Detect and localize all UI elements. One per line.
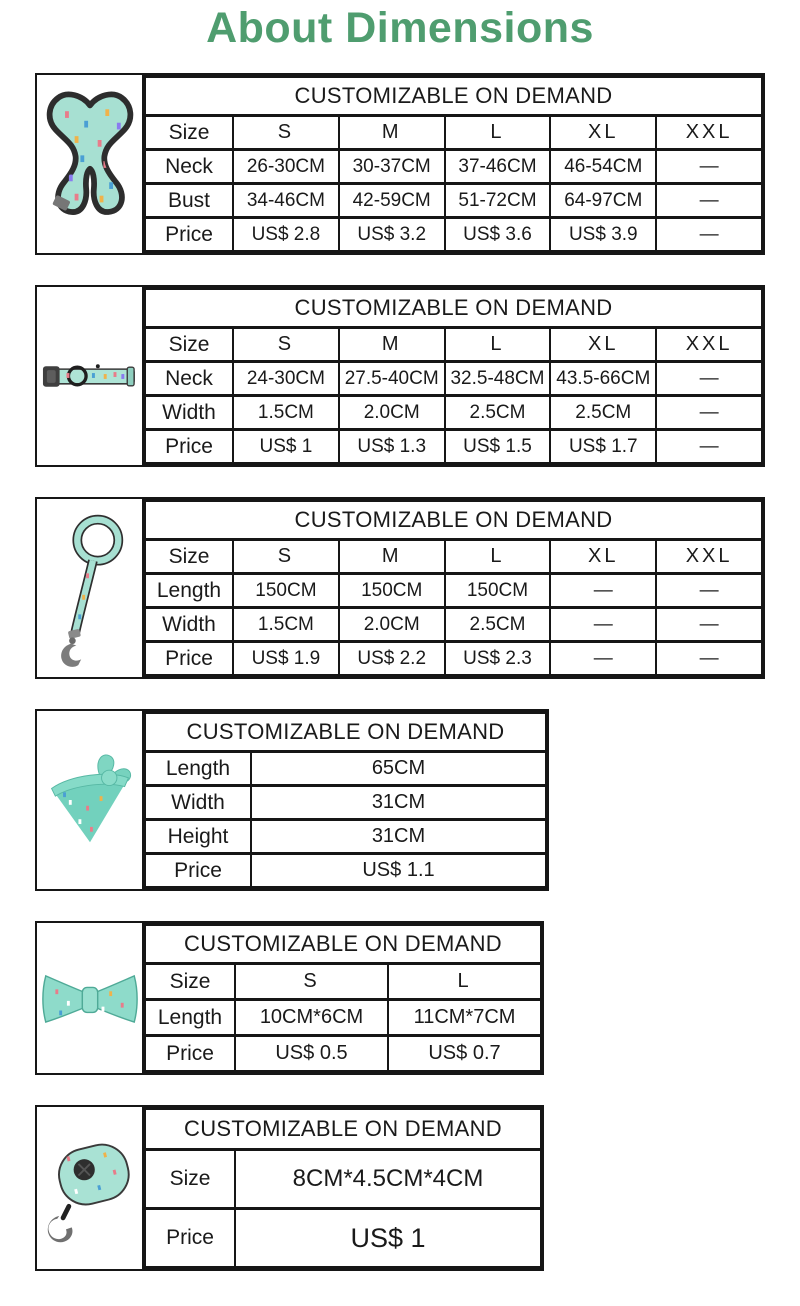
table-header: CUSTOMIZABLE ON DEMAND: [145, 77, 762, 116]
table-row: [145, 396, 762, 430]
collar-image: [41, 353, 139, 399]
cell-value: US$ 1.7: [550, 430, 656, 464]
harness-image: [42, 81, 138, 247]
cell-value: —: [550, 642, 656, 676]
table-row: [145, 1150, 541, 1209]
poop-bag-image-cell: [37, 1107, 144, 1269]
table-row: [145, 218, 762, 252]
poop-bag-table: [144, 1107, 542, 1269]
cell-value: —: [656, 184, 762, 218]
table-row: [145, 184, 762, 218]
row-label: Length: [145, 1000, 235, 1036]
row-label: Size: [145, 540, 233, 574]
table-header-row: [145, 501, 762, 540]
bow-tie-image-cell: [37, 923, 144, 1073]
table-row: [145, 116, 762, 150]
leash-hook: [61, 644, 81, 667]
cell-value: US$ 1.1: [251, 854, 546, 888]
bow-tie-table: [144, 923, 542, 1073]
cell-value: 27.5-40CM: [339, 362, 445, 396]
table-row: [145, 1036, 541, 1072]
cell-value: 1.5CM: [233, 396, 339, 430]
cell-value: 65CM: [251, 752, 546, 786]
harness-table: [144, 75, 763, 253]
row-label: Bust: [145, 184, 233, 218]
cell-value: 11CM*7CM: [388, 1000, 541, 1036]
collar-table: [144, 287, 763, 465]
row-label: Size: [145, 328, 233, 362]
row-label: Height: [145, 820, 251, 854]
table-header: CUSTOMIZABLE ON DEMAND: [145, 713, 546, 752]
cell-value: L: [445, 116, 551, 150]
row-label: Size: [145, 116, 233, 150]
table-row: [145, 574, 762, 608]
cell-value: 150CM: [339, 574, 445, 608]
cell-value: US$ 1: [235, 1209, 541, 1268]
cell-value: US$ 1.9: [233, 642, 339, 676]
table-row: [145, 430, 762, 464]
table-row: [145, 1209, 541, 1268]
bandana-size-table: [35, 709, 549, 891]
table-header-row: [145, 77, 762, 116]
cell-value: US$ 0.5: [235, 1036, 388, 1072]
table-row: [145, 1000, 541, 1036]
cell-value: 51-72CM: [445, 184, 551, 218]
cell-value: US$ 1: [233, 430, 339, 464]
page: [0, 4, 800, 1271]
cell-value: XL: [550, 540, 656, 574]
cell-value: —: [656, 642, 762, 676]
row-label: Width: [145, 608, 233, 642]
table-header-row: [145, 925, 541, 964]
cell-value: 24-30CM: [233, 362, 339, 396]
cell-value: —: [656, 396, 762, 430]
cell-value: S: [233, 116, 339, 150]
cell-value: 10CM*6CM: [235, 1000, 388, 1036]
cell-value: 150CM: [233, 574, 339, 608]
row-label: Price: [145, 218, 233, 252]
cell-value: L: [445, 540, 551, 574]
cell-value: 2.0CM: [339, 396, 445, 430]
cell-value: US$ 2.3: [445, 642, 551, 676]
table-row: [145, 150, 762, 184]
table-row: [145, 854, 546, 888]
table-header-row: [145, 289, 762, 328]
cell-value: 2.5CM: [445, 608, 551, 642]
cell-value: 31CM: [251, 820, 546, 854]
poop-bag-holder-image: [40, 1131, 140, 1245]
cell-value: US$ 3.2: [339, 218, 445, 252]
cell-value: 2.5CM: [445, 396, 551, 430]
cell-value: —: [656, 608, 762, 642]
cell-value: 43.5-66CM: [550, 362, 656, 396]
leash-image-cell: [37, 499, 144, 677]
cell-value: 26-30CM: [233, 150, 339, 184]
cell-value: 32.5-48CM: [445, 362, 551, 396]
cell-value: —: [656, 430, 762, 464]
table-row: [145, 642, 762, 676]
leash-table: [144, 499, 763, 677]
row-label: Size: [145, 964, 235, 1000]
table-row: [145, 328, 762, 362]
leash-size-table: [35, 497, 765, 679]
bandana-table: [144, 711, 547, 889]
table-header: CUSTOMIZABLE ON DEMAND: [145, 1109, 541, 1150]
cell-value: —: [656, 150, 762, 184]
row-label: Length: [145, 574, 233, 608]
cell-value: 34-46CM: [233, 184, 339, 218]
cell-value: 31CM: [251, 786, 546, 820]
cell-value: M: [339, 116, 445, 150]
bandana-image: [40, 744, 140, 856]
cell-value: XL: [550, 328, 656, 362]
collar-size-table: [35, 285, 765, 467]
cell-value: US$ 2.2: [339, 642, 445, 676]
table-row: [145, 540, 762, 574]
row-label: Neck: [145, 150, 233, 184]
cell-value: 1.5CM: [233, 608, 339, 642]
cell-value: 2.0CM: [339, 608, 445, 642]
cell-value: US$ 3.6: [445, 218, 551, 252]
table-header-row: [145, 1109, 541, 1150]
cell-value: 30-37CM: [339, 150, 445, 184]
leash-swivel: [69, 637, 76, 644]
cell-value: M: [339, 328, 445, 362]
cell-value: XL: [550, 116, 656, 150]
cell-value: —: [656, 362, 762, 396]
cell-value: XXL: [656, 540, 762, 574]
table-header: CUSTOMIZABLE ON DEMAND: [145, 289, 762, 328]
cell-value: 37-46CM: [445, 150, 551, 184]
table-row: [145, 362, 762, 396]
bandana-image-cell: [37, 711, 144, 889]
cell-value: L: [445, 328, 551, 362]
bow-tie-size-table: [35, 921, 544, 1075]
table-row: [145, 820, 546, 854]
collar-image-cell: [37, 287, 144, 465]
row-label: Neck: [145, 362, 233, 396]
table-header: CUSTOMIZABLE ON DEMAND: [145, 501, 762, 540]
row-label: Length: [145, 752, 251, 786]
cell-value: 150CM: [445, 574, 551, 608]
harness-size-table: [35, 73, 765, 255]
cell-value: —: [656, 218, 762, 252]
row-label: Price: [145, 642, 233, 676]
table-header: CUSTOMIZABLE ON DEMAND: [145, 925, 541, 964]
poop-bag-size-table: [35, 1105, 544, 1271]
table-row: [145, 786, 546, 820]
page-title: About Dimensions: [206, 4, 594, 52]
bow-tie-image: [40, 964, 140, 1032]
row-label: Price: [145, 854, 251, 888]
cell-value: US$ 2.8: [233, 218, 339, 252]
cell-value: 8CM*4.5CM*4CM: [235, 1150, 541, 1209]
cell-value: XXL: [656, 328, 762, 362]
table-row: [145, 608, 762, 642]
table-row: [145, 964, 541, 1000]
cell-value: S: [235, 964, 388, 1000]
cell-value: 46-54CM: [550, 150, 656, 184]
cell-value: 42-59CM: [339, 184, 445, 218]
cell-value: US$ 1.3: [339, 430, 445, 464]
cell-value: XXL: [656, 116, 762, 150]
row-label: Price: [145, 1036, 235, 1072]
table-header-row: [145, 713, 546, 752]
cell-value: US$ 1.5: [445, 430, 551, 464]
row-label: Width: [145, 786, 251, 820]
cell-value: US$ 0.7: [388, 1036, 541, 1072]
row-label: Width: [145, 396, 233, 430]
cell-value: 64-97CM: [550, 184, 656, 218]
cell-value: —: [550, 574, 656, 608]
leash-image: [50, 505, 130, 671]
cell-value: —: [656, 574, 762, 608]
row-label: Size: [145, 1150, 235, 1209]
row-label: Price: [145, 1209, 235, 1268]
cell-value: M: [339, 540, 445, 574]
cell-value: 2.5CM: [550, 396, 656, 430]
cell-value: US$ 3.9: [550, 218, 656, 252]
harness-image-cell: [37, 75, 144, 253]
row-label: Price: [145, 430, 233, 464]
carabiner-clip: [47, 1216, 72, 1242]
cell-value: —: [550, 608, 656, 642]
table-row: [145, 752, 546, 786]
cell-value: S: [233, 328, 339, 362]
cell-value: L: [388, 964, 541, 1000]
cell-value: S: [233, 540, 339, 574]
